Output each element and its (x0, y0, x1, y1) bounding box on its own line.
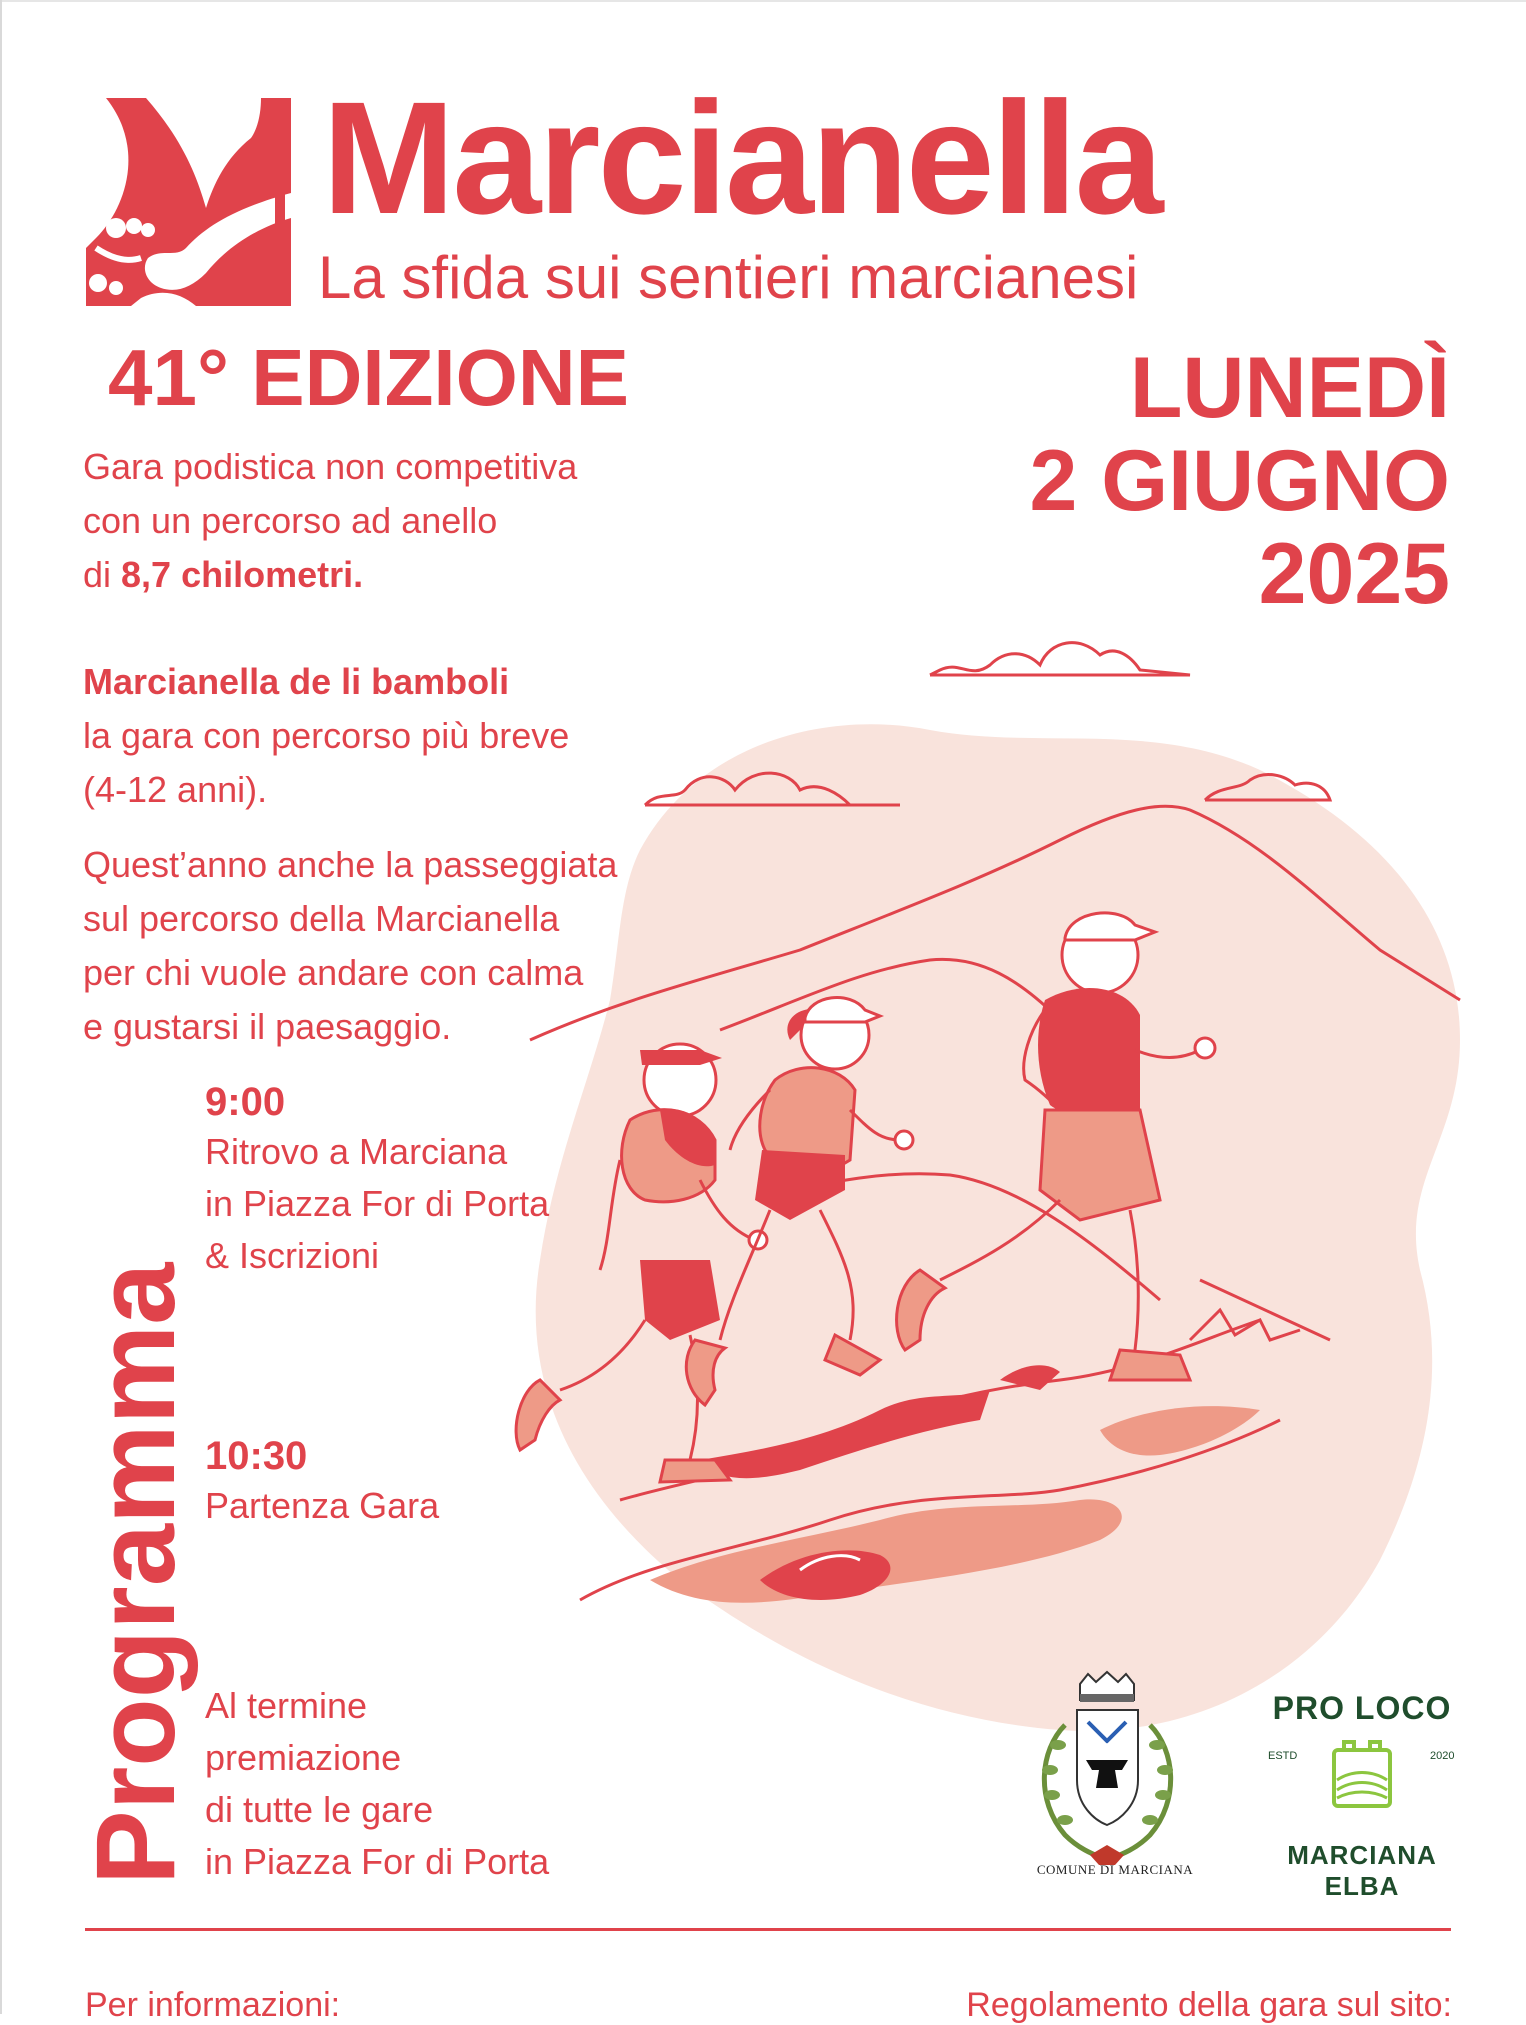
race-description (83, 440, 577, 602)
programme-heading: Programma (73, 1262, 198, 1885)
proloco-top-text: PRO LOCO (1272, 1690, 1452, 1726)
frame-left-border (0, 0, 2, 2014)
desc-prefix: di (83, 554, 122, 595)
walk-line: Quest’anno anche la passeggiata (83, 844, 618, 885)
date-weekday: LUNEDÌ (1129, 340, 1450, 436)
kids-race (83, 655, 569, 817)
proloco-year: 2020 (1430, 1750, 1455, 1762)
kids-race-line: la gara con percorso più breve (83, 715, 570, 756)
event-line: & Iscrizioni (205, 1235, 380, 1276)
info-label: Per informazioni: (85, 1986, 341, 2024)
page-title: Marcianella (322, 68, 1161, 247)
event-line: premiazione (205, 1737, 402, 1778)
frame-top-border (0, 0, 1526, 2)
event-line: Ritrovo a Marciana (205, 1131, 508, 1172)
event-line: in Piazza For di Porta (205, 1183, 550, 1224)
kids-race-title: Marcianella de li bamboli (83, 661, 510, 702)
proloco-bottom-text: MARCIANA ELBA (1287, 1840, 1437, 1901)
desc-line: Gara podistica non competitiva (83, 446, 578, 487)
event-time: 10:30 (205, 1434, 308, 1478)
event-line: in Piazza For di Porta (205, 1841, 550, 1882)
logo-divider (275, 98, 285, 306)
event-time: 9:00 (205, 1080, 286, 1124)
date-year: 2025 (1258, 525, 1450, 622)
edition-label: 41° EDIZIONE (108, 333, 630, 422)
runners-illustration (500, 620, 1490, 1780)
page-subtitle: La sfida sui sentieri marcianesi (318, 244, 1139, 311)
desc-line (83, 548, 577, 602)
programme-event (205, 1078, 549, 1282)
comune-caption: COMUNE DI MARCIANA (1036, 1862, 1194, 1877)
marcianella-logo-icon (86, 98, 291, 306)
comune-coat-of-arms-icon (1020, 1670, 1195, 1880)
event-line: di tutte le gare (205, 1789, 434, 1830)
walk-line: per chi vuole andare con calma (83, 952, 584, 993)
rules-label: Regolamento della gara sul sito: (966, 1986, 1452, 2024)
event-date (1029, 342, 1450, 621)
desc-line: con un percorso ad anello (83, 500, 498, 541)
event-line: Al termine (205, 1685, 368, 1726)
walk-line: sul percorso della Marcianella (83, 898, 560, 939)
programme-event (205, 1432, 439, 1532)
proloco-estd: ESTD (1268, 1750, 1298, 1762)
programme-event (205, 1680, 549, 1888)
event-line: Partenza Gara (205, 1485, 440, 1526)
walk-line: e gustarsi il paesaggio. (83, 1006, 452, 1047)
kids-race-line: (4-12 anni). (83, 769, 268, 810)
date-day-month: 2 GIUGNO (1029, 432, 1450, 529)
desc-distance: 8,7 chilometri. (121, 554, 364, 595)
footer-divider (85, 1928, 1451, 1931)
